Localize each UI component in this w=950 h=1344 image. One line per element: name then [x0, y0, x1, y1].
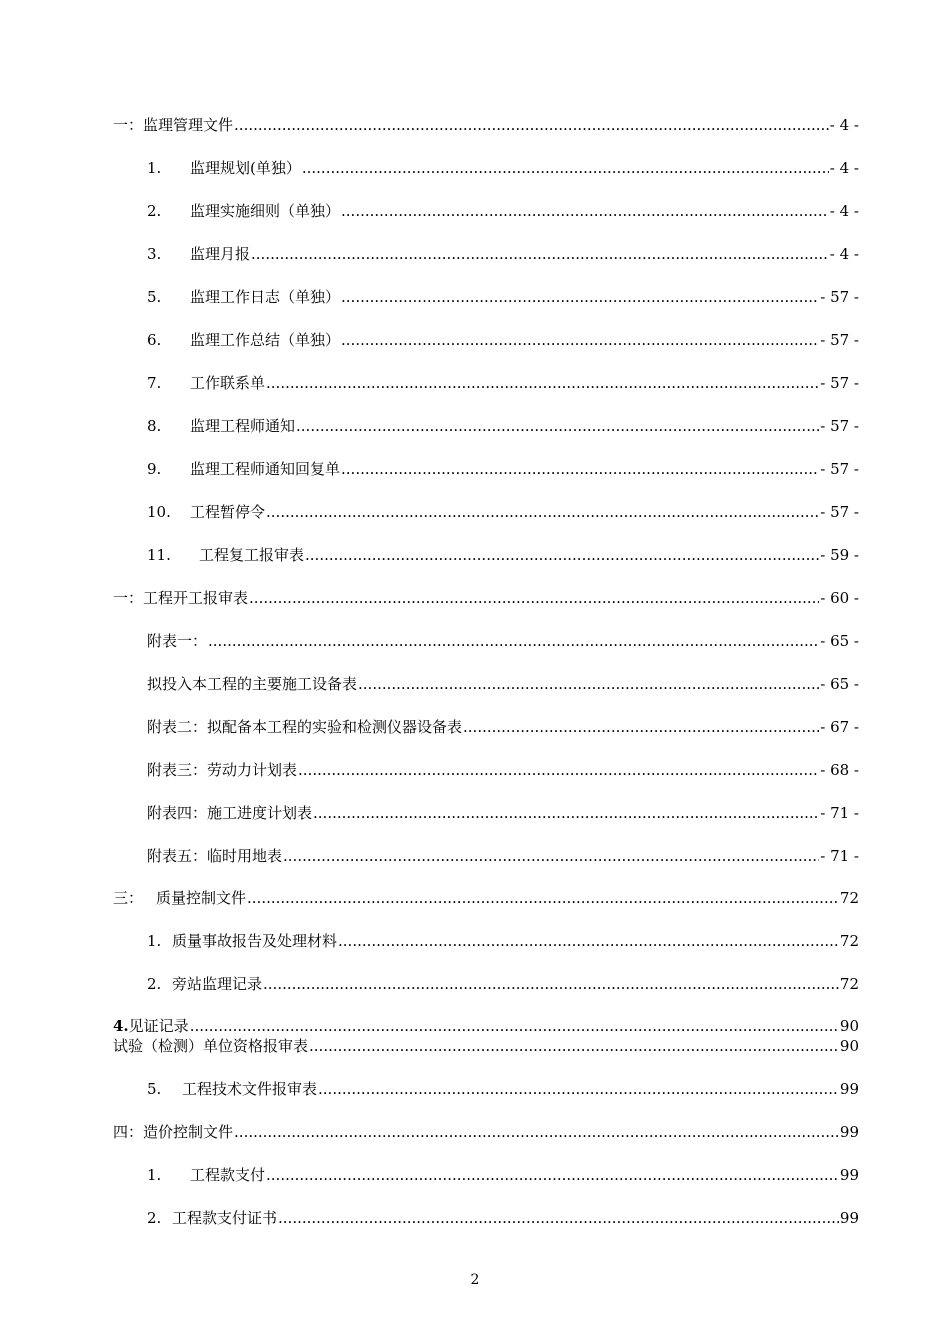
toc-entry-page: - 65 -	[820, 675, 859, 693]
toc-entry-number: 4.	[113, 1017, 129, 1035]
dot-leader	[234, 115, 829, 135]
toc-entry-title: 试验（检测）单位资格报审表	[113, 1037, 309, 1055]
toc-entry-page: 90	[839, 1017, 859, 1035]
toc-entry-number: 1.	[147, 159, 162, 177]
toc-entry-page: - 4 -	[829, 245, 859, 263]
toc-entry-page: - 59 -	[820, 546, 859, 564]
dot-leader	[266, 1165, 839, 1185]
dot-leader	[251, 244, 829, 264]
dot-leader	[247, 888, 839, 908]
toc-entry-number: 2.	[147, 202, 162, 220]
toc-entry-number: 9.	[147, 460, 162, 478]
toc-entry-page: - 68 -	[820, 761, 859, 779]
toc-entry-number: 一：	[113, 589, 144, 607]
toc-entry[interactable]	[113, 1036, 859, 1056]
toc-entry-title: 工作联系单	[190, 374, 266, 392]
toc-entry-page: - 4 -	[829, 116, 859, 134]
toc-entry-title: 工程复工报审表	[199, 546, 305, 564]
toc-entry[interactable]	[147, 931, 859, 951]
toc-entry-number: 2.	[147, 975, 162, 993]
toc-entry-title: 工程款支付证书	[172, 1209, 278, 1227]
toc-entry[interactable]	[147, 502, 859, 522]
toc-entry-title: 监理工程师通知回复单	[190, 460, 341, 478]
toc-entry[interactable]	[113, 1016, 859, 1036]
toc-entry-number: 2.	[147, 1209, 162, 1227]
dot-leader	[283, 846, 819, 866]
toc-entry-title: 工程技术文件报审表	[182, 1080, 318, 1098]
toc-entry-page: - 4 -	[829, 159, 859, 177]
toc-entry-page: 72	[839, 932, 859, 950]
toc-entry-number: 1.	[147, 1166, 162, 1184]
toc-entry[interactable]	[147, 287, 859, 307]
toc-entry-title: 监理工作总结（单独）	[190, 331, 341, 349]
dot-leader	[296, 416, 819, 436]
toc-entry-title: 质量控制文件	[156, 889, 247, 907]
toc-entry-title: 监理规划(单独）	[190, 159, 301, 177]
toc-entry[interactable]	[147, 459, 859, 479]
toc-entry-title: 附表五：临时用地表	[147, 847, 283, 865]
toc-entry-title: 附表三：劳动力计划表	[147, 761, 298, 779]
toc-entry-number: 8.	[147, 417, 162, 435]
toc-entry-page: - 57 -	[820, 417, 859, 435]
toc-entry-title: 工程暂停令	[190, 503, 266, 521]
dot-leader	[313, 803, 819, 823]
toc-entry-title: 造价控制文件	[143, 1123, 234, 1141]
toc-entry[interactable]	[147, 760, 859, 780]
toc-entry-number: 一：	[113, 116, 144, 134]
dot-leader	[208, 631, 819, 651]
toc-entry-page: - 71 -	[820, 804, 859, 822]
toc-entry[interactable]	[147, 1165, 859, 1185]
dot-leader	[249, 588, 819, 608]
toc-entry-title: 质量事故报告及处理材料	[172, 932, 338, 950]
toc-entry-page: - 57 -	[820, 288, 859, 306]
toc-entry-title: 附表四：施工进度计划表	[147, 804, 313, 822]
dot-leader	[341, 330, 819, 350]
toc-entry[interactable]	[147, 717, 859, 737]
dot-leader	[463, 717, 819, 737]
toc-entry-title: 监理工作日志（单独）	[190, 288, 341, 306]
toc-entry[interactable]	[147, 545, 859, 565]
toc-entry-title: 附表一：	[147, 632, 208, 650]
toc-entry[interactable]	[147, 674, 859, 694]
toc-entry-page: 99	[839, 1080, 859, 1098]
toc-entry-title: 附表二：拟配备本工程的实验和检测仪器设备表	[147, 718, 463, 736]
toc-entry[interactable]	[113, 588, 859, 608]
dot-leader	[234, 1122, 839, 1142]
toc-entry[interactable]	[147, 373, 859, 393]
toc-entry[interactable]	[147, 1079, 859, 1099]
toc-entry-page: - 67 -	[820, 718, 859, 736]
toc-entry[interactable]	[147, 846, 859, 866]
toc-entry-title: 监理工程师通知	[190, 417, 296, 435]
dot-leader	[341, 459, 819, 479]
toc-entry-title: 见证记录	[128, 1017, 189, 1035]
toc-entry[interactable]	[147, 416, 859, 436]
toc-entry-number: 5.	[147, 288, 162, 306]
toc-entry-number: 10.	[147, 503, 171, 521]
dot-leader	[309, 1036, 839, 1056]
toc-entry-title: 工程开工报审表	[143, 589, 249, 607]
toc-entry-title: 监理管理文件	[143, 116, 234, 134]
toc-entry[interactable]	[147, 330, 859, 350]
toc-entry-number: 三：	[113, 889, 144, 907]
toc-entry[interactable]	[113, 1122, 859, 1142]
toc-entry-title: 拟投入本工程的主要施工设备表	[147, 675, 358, 693]
toc-entry[interactable]	[147, 1208, 859, 1228]
toc-entry[interactable]	[147, 158, 859, 178]
toc-entry-page: - 60 -	[820, 589, 859, 607]
toc-entry-title: 监理实施细则（单独）	[190, 202, 341, 220]
toc-entry-page: 90	[839, 1037, 859, 1055]
dot-leader	[318, 1079, 839, 1099]
toc-entry[interactable]	[113, 888, 859, 908]
toc-entry-page: 99	[839, 1166, 859, 1184]
toc-entry-page: - 57 -	[820, 460, 859, 478]
dot-leader	[358, 674, 819, 694]
toc-entry-page: - 4 -	[829, 202, 859, 220]
toc-entry-page: - 65 -	[820, 632, 859, 650]
toc-entry[interactable]	[147, 974, 859, 994]
toc-entry[interactable]	[147, 201, 859, 221]
toc-entry-page: 72	[839, 975, 859, 993]
dot-leader	[341, 201, 829, 221]
toc-entry-number: 1.	[147, 932, 162, 950]
toc-entry-number: 7.	[147, 374, 162, 392]
toc-entry[interactable]	[147, 244, 859, 264]
page-number: 2	[470, 1272, 480, 1288]
toc-entry-title: 监理月报	[190, 245, 251, 263]
toc-entry[interactable]	[147, 803, 859, 823]
toc-entry-page: - 57 -	[820, 374, 859, 392]
dot-leader	[190, 1016, 839, 1036]
dot-leader	[266, 373, 819, 393]
dot-leader	[305, 545, 819, 565]
dot-leader	[278, 1208, 839, 1228]
toc-entry-title: 旁站监理记录	[172, 975, 263, 993]
toc-entry-number: 3.	[147, 245, 162, 263]
toc-entry-page: - 71 -	[820, 847, 859, 865]
toc-entry-title: 工程款支付	[190, 1166, 266, 1184]
dot-leader	[302, 158, 829, 178]
dot-leader	[338, 931, 839, 951]
dot-leader	[341, 287, 819, 307]
toc-entry-page: 99	[839, 1123, 859, 1141]
toc-entry-number: 6.	[147, 331, 162, 349]
toc-entry-number: 5.	[147, 1080, 162, 1098]
toc-entry-number: 11.	[147, 546, 171, 564]
dot-leader	[263, 974, 839, 994]
toc-entry-page: - 57 -	[820, 331, 859, 349]
dot-leader	[266, 502, 819, 522]
dot-leader	[298, 760, 819, 780]
toc-entry[interactable]	[113, 115, 859, 135]
toc-entry-number: 四：	[113, 1123, 144, 1141]
toc-entry-page: 72	[839, 889, 859, 907]
toc-entry[interactable]	[147, 631, 859, 651]
toc-entry-page: 99	[839, 1209, 859, 1227]
toc-entry-page: - 57 -	[820, 503, 859, 521]
